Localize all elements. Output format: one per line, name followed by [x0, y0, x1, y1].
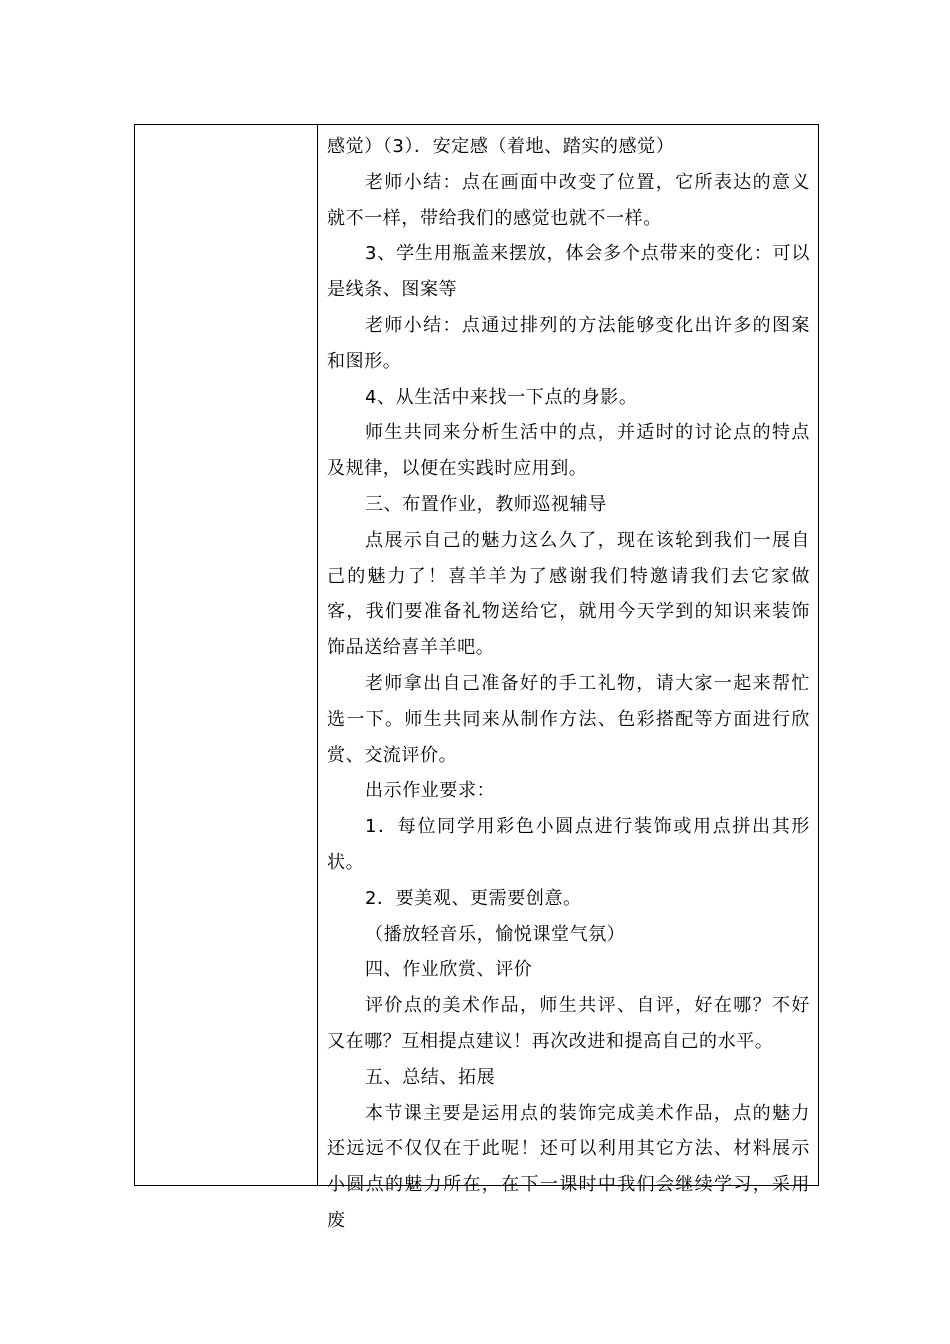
lesson-table: [134, 124, 819, 1231]
paragraph: 老师小结：点在画面中改变了位置，它所表达的意义就不一样，带给我们的感觉也就不一样。: [327, 171, 810, 229]
paragraph: 老师拿出自己准备好的手工礼物，请大家一起来帮忙选一下。师生共同来从制作方法、色彩搭配等方面进行欣赏、交流评价。: [327, 672, 810, 766]
paragraph: 3、学生用瓶盖来摆放，体会多个点带来的变化：可以是线条、图案等: [327, 243, 810, 301]
table-left-cell: [135, 125, 317, 1185]
paragraph: 出示作业要求：: [365, 780, 496, 802]
paragraph: 本节课主要是运用点的装饰完成美术作品，点的魅力还远远不仅仅在于此呢！还可以利用其它方法、材料展示小圆点的魅力所在，在下一课时中我们会继续学习，采用废: [327, 1102, 810, 1231]
paragraph: 感觉）（3）．安定感（着地、踏实的感觉）: [327, 136, 675, 157]
paragraph: 师生共同来分析生活中的点，并适时的讨论点的特点及规律，以便在实践时应用到。: [327, 422, 810, 480]
paragraph: 4、从生活中来找一下点的身影。: [365, 386, 638, 408]
paragraph: 老师小结：点通过排列的方法能够变化出许多的图案和图形。: [327, 314, 810, 372]
paragraph: 评价点的美术作品，师生共评、自评，好在哪？不好又在哪？互相提点建议！再次改进和提高自己的水平。: [327, 995, 810, 1052]
section-heading: 四、作业欣赏、评价: [365, 959, 533, 981]
paragraph: 2．要美观、更需要创意。: [365, 887, 582, 909]
section-heading: 三、布置作业，教师巡视辅导: [365, 493, 607, 515]
paragraph: 1．每位同学用彩色小圆点进行装饰或用点拼出其形状。: [327, 816, 810, 873]
section-heading: 五、总结、拓展: [365, 1066, 496, 1088]
column-divider: [317, 125, 318, 1185]
paragraph: 点展示自己的魅力这么久了，现在该轮到我们一展自己的魅力了！喜羊羊为了感谢我们特邀请我们去它家做客，我们要准备礼物送给它，就用今天学到的知识来装饰饰品送给喜羊羊吧。: [327, 529, 810, 659]
paragraph: （播放轻音乐，愉悦课堂气氛）: [365, 923, 626, 945]
table-right-cell: [319, 125, 818, 1231]
